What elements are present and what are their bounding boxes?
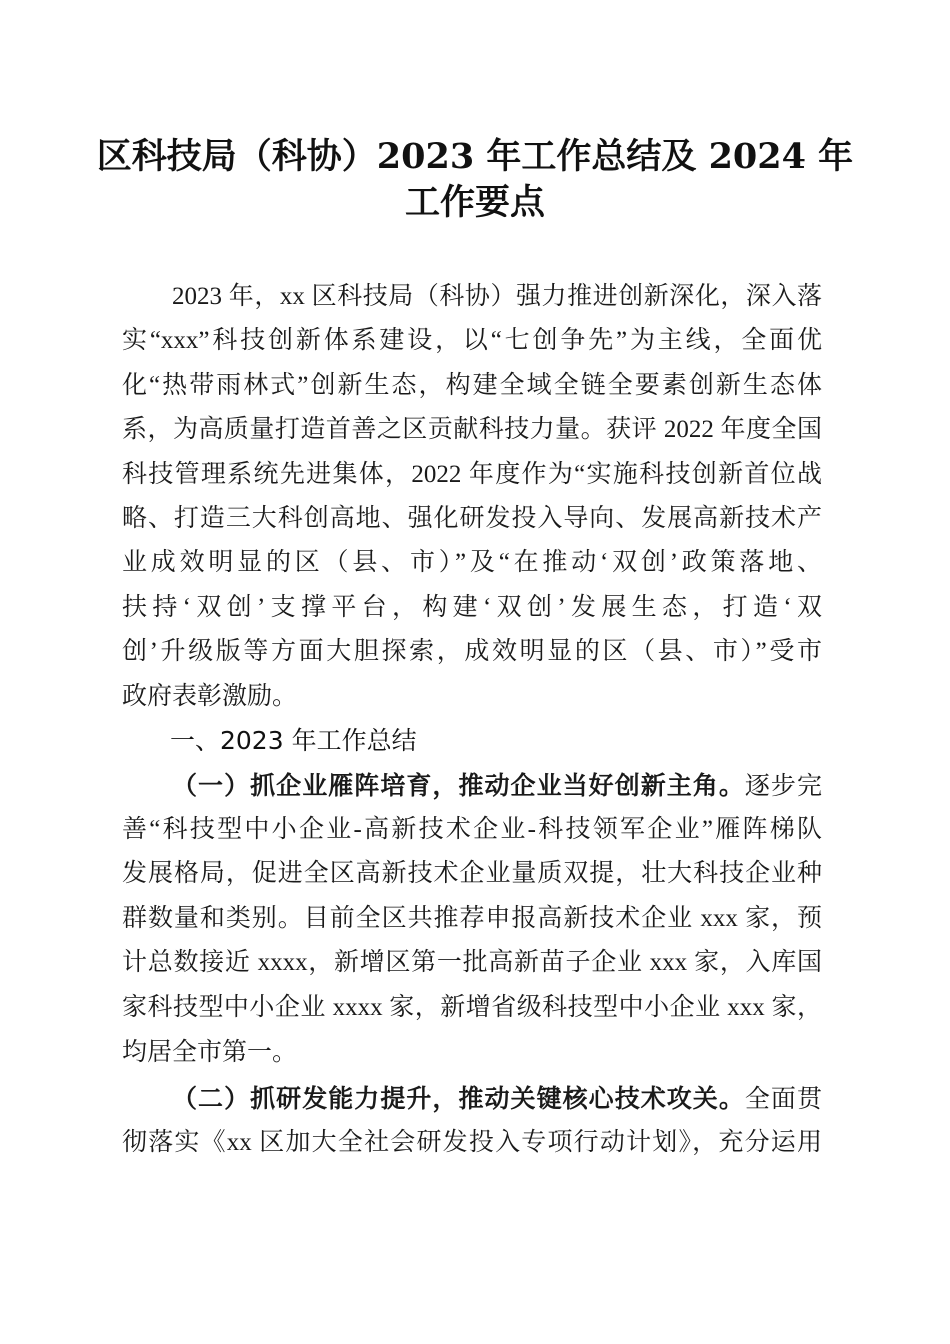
paragraph-line xyxy=(172,1077,822,1121)
paragraph-line: 业成效明显的区（县、市）”及“在推动‘双创’政策落地、 xyxy=(122,549,822,576)
paragraph-line: 均居全市第一。 xyxy=(122,1039,298,1066)
paragraph-line xyxy=(172,764,822,808)
item-text: 全面贯 xyxy=(744,1086,822,1113)
item-text: 逐步完 xyxy=(744,773,822,800)
paragraph-line: 创’升级版等方面大胆探索，成效明显的区（县、市）”受市 xyxy=(122,638,822,665)
document-title-line-2: 工作要点 xyxy=(404,182,545,223)
section-heading: 一、2023 年工作总结 xyxy=(170,726,417,755)
paragraph-line: 化“热带雨林式”创新生态，构建全域全链全要素创新生态体 xyxy=(122,372,822,399)
paragraph-line: 善“科技型中小企业-高新技术企业-科技领军企业”雁阵梯队 xyxy=(122,816,822,843)
paragraph-line: 群数量和类别。目前全区共推荐申报高新技术企业 xxx 家，预 xyxy=(122,905,822,932)
document-title-line-1: 区科技局（科协）2023 年工作总结及 2024 年 xyxy=(96,136,854,177)
item-lead-sentence: （二）抓研发能力提升，推动关键核心技术攻关。 xyxy=(172,1084,745,1113)
item-lead-sentence: （一）抓企业雁阵培育，推动企业当好创新主角。 xyxy=(172,771,745,800)
paragraph-line: 扶持‘双创’支撑平台，构建‘双创’发展生态，打造‘双 xyxy=(122,594,822,621)
paragraph-line: 彻落实《xx 区加大全社会研发投入专项行动计划》，充分运用 xyxy=(122,1129,822,1156)
paragraph-line: 家科技型中小企业 xxxx 家，新增省级科技型中小企业 xxx 家， xyxy=(122,994,822,1021)
paragraph-line: 2023 年，xx 区科技局（科协）强力推进创新深化，深入落 xyxy=(172,283,822,310)
paragraph-line: 政府表彰激励。 xyxy=(122,683,298,710)
paragraph-line: 发展格局，促进全区高新技术企业量质双提，壮大科技企业种 xyxy=(122,860,822,887)
paragraph-line: 略、打造三大科创高地、强化研发投入导向、发展高新技术产 xyxy=(122,505,822,532)
paragraph-line: 实“xxx”科技创新体系建设，以“七创争先”为主线，全面优 xyxy=(122,327,822,354)
paragraph-line: 科技管理系统先进集体，2022 年度作为“实施科技创新首位战 xyxy=(122,461,822,488)
paragraph-line: 系，为高质量打造首善之区贡献科技力量。获评 2022 年度全国 xyxy=(122,416,822,443)
paragraph-line: 计总数接近 xxxx，新增区第一批高新苗子企业 xxx 家，入库国 xyxy=(122,949,822,976)
